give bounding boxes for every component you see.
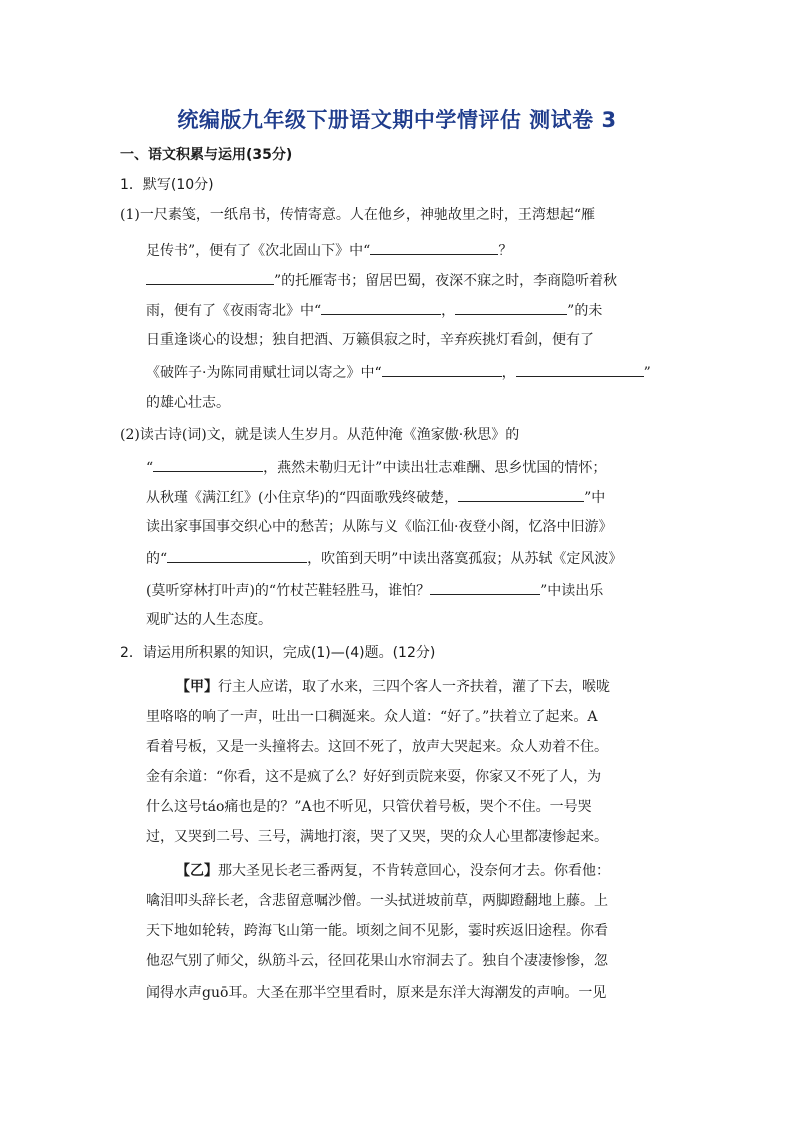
question-2-header: 2．请运用所积累的知识，完成(1)—(4)题。(12分) [120, 645, 436, 661]
text: 从秋瑾《满江红》(小住京华)的“四面歌残终破楚， [146, 490, 459, 506]
passage-jia-line1 [176, 677, 610, 697]
text: ，吹笛到天明”中读出落寞孤寂；从苏轼《定风波》 [307, 551, 623, 567]
passage-jia-line3: 看着号板，又是一头撞将去。这回不死了，放声大哭起来。众人劝着不住。 [146, 739, 608, 755]
q1-p2-line6 [146, 580, 603, 601]
fill-blank[interactable] [321, 300, 441, 315]
text: (莫听穿林打叶声)的“竹杖芒鞋轻胜马，谁怕？ [146, 583, 431, 599]
q1-p1-line3 [146, 270, 617, 291]
passage-jia-line6: 过，又哭到二号、三号，满地打滚，哭了又哭，哭的众人心里都凄惨起来。 [146, 829, 608, 845]
section-heading: 一、语文积累与运用(35分) [120, 147, 293, 163]
passage-jia-tag: 【甲】 [176, 679, 218, 695]
passage-jia-line5: 什么这号táo痛也是的？”A也不听见，只管伏着号板，哭个不住。一号哭 [146, 799, 592, 815]
text: ”中 [584, 490, 606, 506]
text: 足传书”，便有了《次北固山下》中“ [146, 243, 371, 259]
fill-blank[interactable] [146, 270, 274, 285]
fill-blank[interactable] [516, 362, 644, 377]
text: 雨，便有了《夜雨寄北》中“ [146, 303, 322, 319]
passage-yi-line5: 闻得水声guō耳。大圣在那半空里看时，原来是东洋大海潮发的声响。一见 [146, 985, 607, 1001]
fill-blank[interactable] [167, 548, 307, 563]
passage-yi-tag: 【乙】 [176, 863, 218, 879]
q1-p1-line5: 日重逢谈心的设想；独自把酒、万籁俱寂之时，辛弃疾挑灯看剑，便有了 [146, 332, 594, 348]
fill-blank[interactable] [382, 362, 502, 377]
text: ”的托雁寄书；留居巴蜀，夜深不寐之时，李商隐听着秋 [274, 273, 618, 289]
passage-yi-line3: 天下地如轮转，跨海飞山第一能。顷刻之间不见影，霎时疾返旧途程。你看 [146, 923, 608, 939]
fill-blank[interactable] [458, 487, 584, 502]
q1-p2-line5 [146, 548, 622, 569]
q1-p2-line2 [146, 457, 606, 478]
q1-p2-line7: 观旷达的人生态度。 [146, 612, 272, 628]
q1-p1-line7: 的雄心壮志。 [146, 395, 230, 411]
q1-p1-line4 [146, 300, 602, 321]
q1-p1-line6 [146, 362, 651, 383]
text: “ [146, 460, 154, 476]
q1-p1-line1: (1)一尺素笺，一纸帛书，传情寄意。人在他乡，神驰故里之时，王湾想起“雁 [120, 207, 595, 223]
q1-p1-line2 [146, 240, 512, 261]
page-title: 统编版九年级下册语文期中学情评估 测试卷 3 [177, 108, 617, 132]
text: ”中读出乐 [540, 583, 604, 599]
q1-p2-line1: (2)读古诗(词)文，就是读人生岁月。从范仲淹《渔家傲·秋思》的 [120, 427, 520, 443]
text: 《破阵子·为陈同甫赋壮词以寄之》中“ [146, 365, 382, 381]
passage-jia-line2: 里咯咯的响了一声，吐出一口稠涎来。众人道：“好了。”扶着立了起来。A [146, 709, 598, 725]
question-1-header: 1．默写(10分) [120, 177, 214, 193]
passage-jia-line4: 金有余道：“你看，这不是疯了么？好好到贡院来耍，你家又不死了人，为 [146, 769, 602, 785]
text: ，燕然未勒归无计”中读出壮志难酬、思乡忧国的情怀； [263, 460, 607, 476]
passage-yi-line2: 噙泪叩头辞长老，含悲留意嘱沙僧。一头拭迸坡前草，两脚蹬翻地上藤。上 [146, 893, 608, 909]
text: ， [441, 303, 456, 319]
text: 的“ [146, 551, 168, 567]
passage-yi-line1 [176, 861, 610, 881]
fill-blank[interactable] [430, 580, 540, 595]
q1-p2-line3 [146, 487, 605, 508]
text: ， [501, 365, 516, 381]
text: ” [643, 365, 651, 381]
passage-yi-line4: 他忍气别了师父，纵筋斗云，径回花果山水帘洞去了。独自个凄凄惨惨，忽 [146, 953, 608, 969]
text: ”的未 [567, 303, 603, 319]
fill-blank[interactable] [455, 300, 567, 315]
text: ？ [498, 243, 513, 259]
fill-blank[interactable] [370, 240, 498, 255]
text: 那大圣见长老三番两复，不肯转意回心，没奈何才去。你看他： [218, 863, 610, 879]
text: 行主人应诺，取了水来，三四个客人一齐扶着，灌了下去，喉咙 [218, 679, 610, 695]
fill-blank[interactable] [153, 457, 263, 472]
q1-p2-line4: 读出家事国事交织心中的愁苦；从陈与义《临江仙·夜登小阁，忆洛中旧游》 [146, 519, 613, 535]
